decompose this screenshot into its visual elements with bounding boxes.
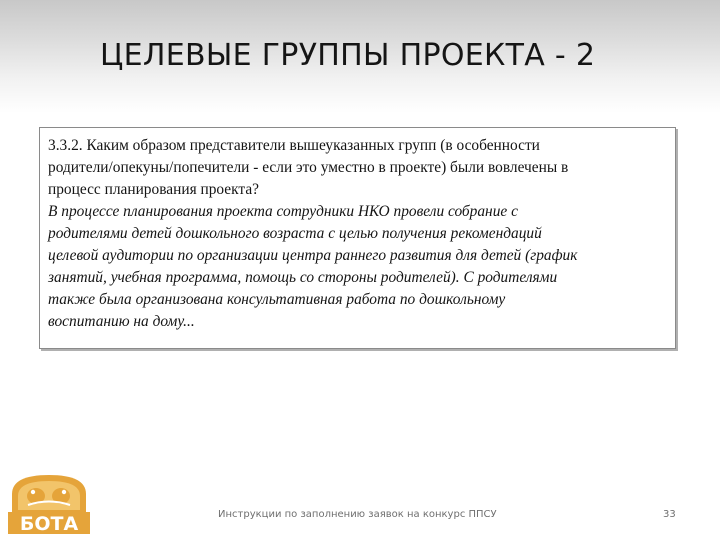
answer-line: воспитанию на дому...	[48, 313, 195, 330]
page-number: 33	[663, 509, 676, 520]
question-line: процесс планирования проекта?	[48, 181, 259, 198]
answer-line: В процессе планирования проекта сотрудники НКО провели собрание с	[48, 203, 518, 220]
question-line: родители/опекуны/попечители - если это уместно в проекте) были вовлечены в	[48, 159, 569, 176]
bota-logo-icon	[6, 472, 92, 536]
footer-text: Инструкции по заполнению заявок на конкурс ППСУ	[218, 509, 497, 520]
answer-line: родителями детей дошкольного возраста с целью получения рекомендаций	[48, 225, 542, 242]
question-line: 3.3.2. Каким образом представители вышеуказанных групп (в особенности	[48, 137, 540, 154]
slide-title: ЦЕЛЕВЫЕ ГРУППЫ ПРОЕКТА - 2	[100, 38, 596, 73]
answer-line: занятий, учебная программа, помощь со стороны родителей). С родителями	[48, 269, 558, 286]
answer-line: также была организована консультативная работа по дошкольному	[48, 291, 506, 308]
logo-text: БОТА	[19, 513, 79, 535]
answer-text	[48, 201, 667, 333]
question-text	[48, 135, 667, 201]
answer-line: целевой аудитории по организации центра раннего развития для детей (график	[48, 247, 578, 264]
content-box	[39, 127, 676, 349]
